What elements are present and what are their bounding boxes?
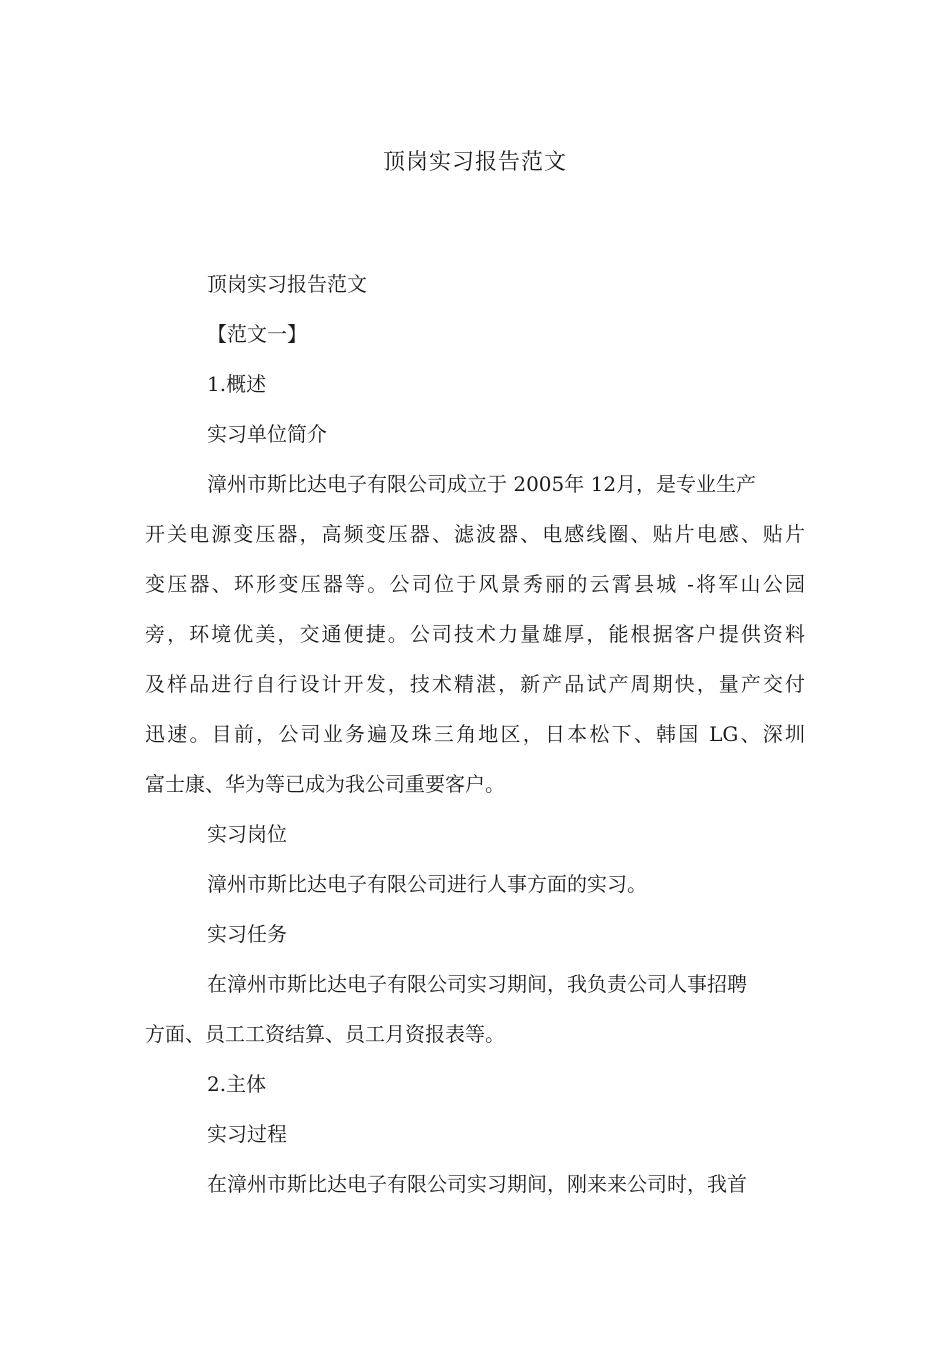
heading-main: 2.主体 [207, 1072, 267, 1096]
heading-company-intro: 实习单位简介 [207, 422, 327, 446]
paragraph-line: 漳州市斯比达电子有限公司进行人事方面的实习。 [207, 872, 647, 896]
paragraph-line: 在漳州市斯比达电子有限公司实习期间，刚来来公司时，我首 [207, 1172, 747, 1196]
heading-process: 实习过程 [207, 1122, 287, 1146]
paragraph-line: 方面、员工工资结算、员工月资报表等。 [145, 1022, 505, 1046]
paragraph-line: 及样品进行自行设计开发，技术精湛，新产品试产周期快，量产交付 [145, 672, 805, 696]
heading-position: 实习岗位 [207, 822, 287, 846]
paragraph-line: 变压器、环形变压器等。公司位于风景秀丽的云霄县城 -将军山公园 [145, 572, 805, 596]
paragraph-line: 漳州市斯比达电子有限公司成立于 2005年 12月，是专业生产 [207, 472, 757, 496]
heading-overview: 1.概述 [207, 372, 267, 396]
paragraph-line: 旁，环境优美，交通便捷。公司技术力量雄厚，能根据客户提供资料 [145, 622, 805, 646]
heading-tasks: 实习任务 [207, 922, 287, 946]
section-label: 【范文一】 [207, 322, 307, 346]
document-title: 顶岗实习报告范文 [382, 150, 567, 175]
paragraph-line: 迅速。目前，公司业务遍及珠三角地区，日本松下、韩国 LG、深圳 [145, 722, 805, 746]
subtitle: 顶岗实习报告范文 [207, 272, 367, 296]
paragraph-line: 富士康、华为等已成为我公司重要客户。 [145, 772, 505, 796]
paragraph-line: 在漳州市斯比达电子有限公司实习期间，我负责公司人事招聘 [207, 972, 747, 996]
paragraph-line: 开关电源变压器，高频变压器、滤波器、电感线圈、贴片电感、贴片 [145, 522, 805, 546]
